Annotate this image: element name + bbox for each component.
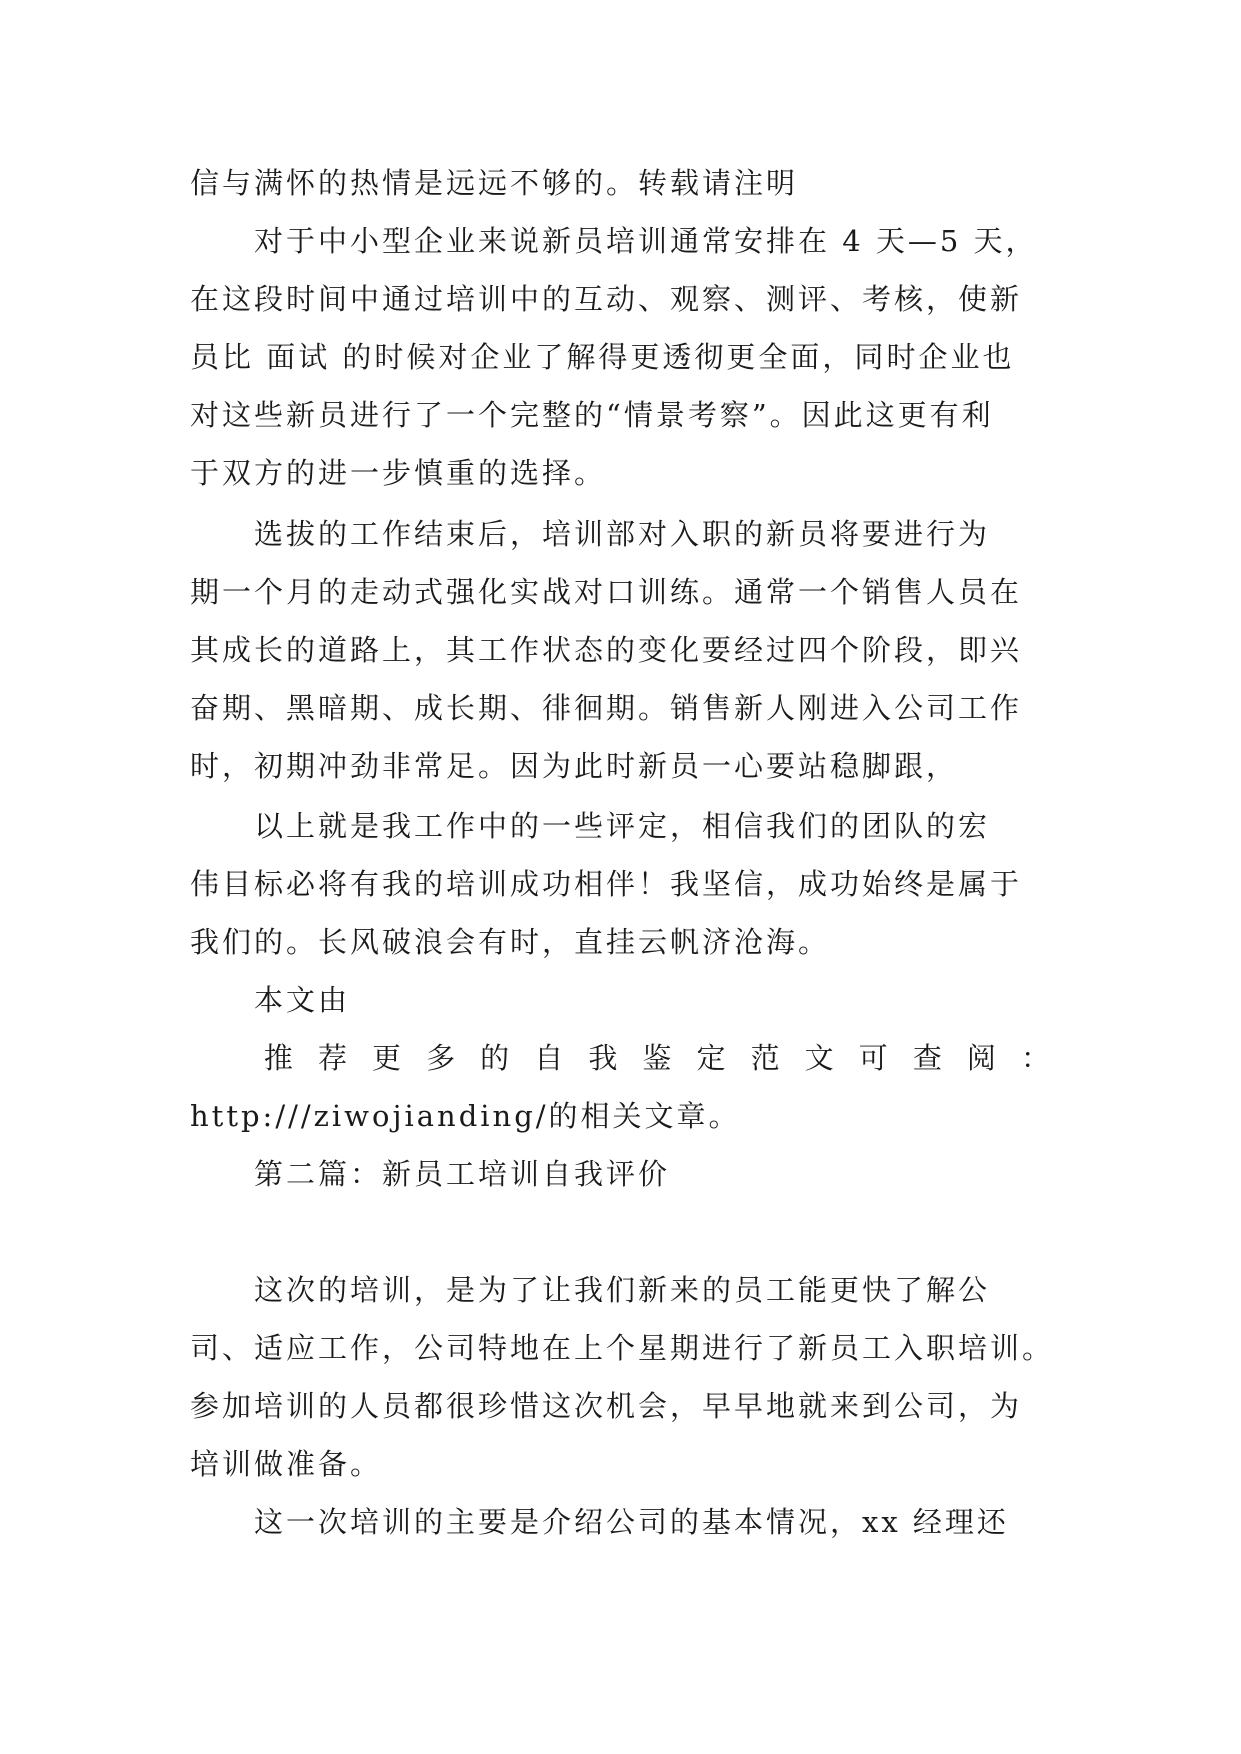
text-line: 培训做准备。 [190, 1447, 383, 1481]
text-line: 时，初期冲劲非常足。因为此时新员一心要站稳脚跟， [190, 749, 959, 783]
text-line: 伟目标必将有我的培训成功相伴！我坚信，成功始终是属于 [190, 867, 1023, 901]
text-line: 以上就是我工作中的一些评定，相信我们的团队的宏 [190, 809, 991, 843]
text-line: 选拔的工作结束后，培训部对入职的新员将要进行为 [190, 517, 991, 551]
text-line: http:///ziwojianding/的相关文章。 [190, 1099, 741, 1133]
text-line: 信与满怀的热情是远远不够的。转载请注明 [190, 166, 799, 200]
text-line: 本文由 [190, 983, 351, 1017]
text-line: 参加培训的人员都很珍惜这次机会，早早地就来到公司，为 [190, 1389, 1023, 1423]
text-line: 我们的。长风破浪会有时，直挂云帆济沧海。 [190, 925, 831, 959]
text-line: 推 荐 更 多 的 自 我 鉴 定 范 文 可 查 阅 ： [190, 1041, 1050, 1075]
text-line: 员比 面试 的时候对企业了解得更透彻更全面，同时企业也 [190, 340, 1015, 374]
text-line: 于双方的进一步慎重的选择。 [190, 456, 607, 490]
section-heading: 第二篇：新员工培训自我评价 [190, 1157, 671, 1191]
text-line: 对于中小型企业来说新员培训通常安排在 4 天—5 天， [190, 224, 1038, 258]
text-line: 期一个月的走动式强化实战对口训练。通常一个销售人员在 [190, 575, 1023, 609]
text-line: 其成长的道路上，其工作状态的变化要经过四个阶段，即兴 [190, 633, 1023, 667]
text-line: 这一次培训的主要是介绍公司的基本情况，xx 经理还 [190, 1505, 1009, 1539]
text-line: 对这些新员进行了一个完整的“情景考察”。因此这更有利 [190, 398, 994, 432]
text-line: 奋期、黑暗期、成长期、徘徊期。销售新人刚进入公司工作 [190, 691, 1023, 725]
text-line: 这次的培训，是为了让我们新来的员工能更快了解公 [190, 1273, 991, 1307]
text-line: 在这段时间中通过培训中的互动、观察、测评、考核，使新 [190, 282, 1023, 316]
text-line: 司、适应工作，公司特地在上个星期进行了新员工入职培训。 [190, 1331, 1055, 1365]
